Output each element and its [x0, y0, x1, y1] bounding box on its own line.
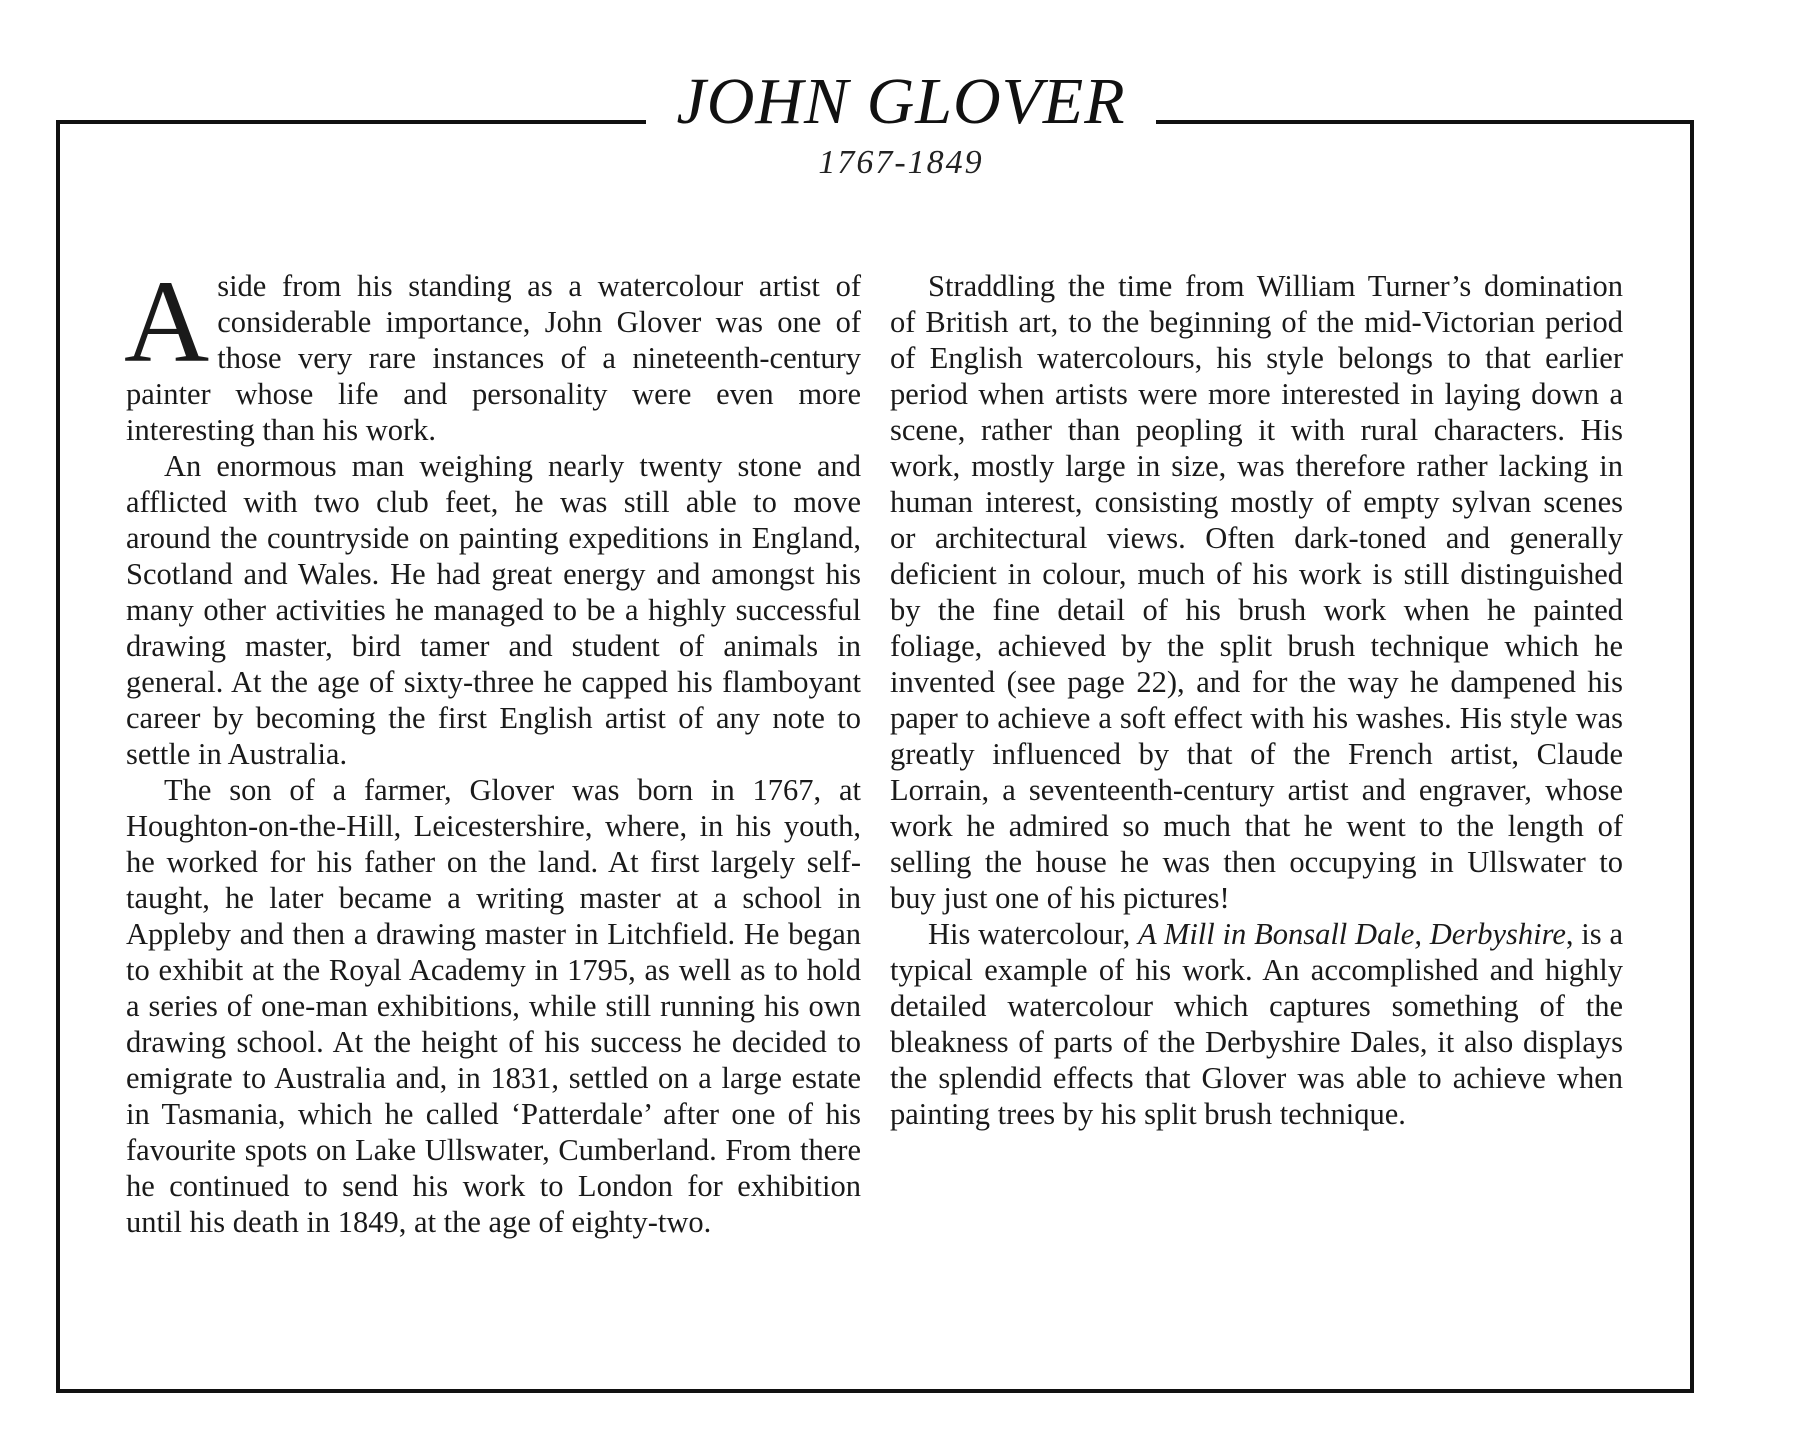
right-column [890, 268, 1623, 1132]
drop-cap: A [124, 256, 210, 387]
paragraph-2: An enormous man weighing nearly twenty stone and afflicted with two club feet, he was still able to move around the countryside on painting expeditions in England, Scotland and Wales. He had great energy and amongst his many other activities he managed to be a highly successful drawing master, bird tamer and student of animals in general. At the age of sixty-three he capped his flamboyant career by becoming the first English artist of any note to settle in Australia. [126, 449, 861, 771]
paragraph-3: The son of a farmer, Glover was born in 1767, at Houghton-on-the-Hill, Leicestershire, where, in his youth, he worked for his father on the land. At first largely self-taught, he later became a writing master at a school in Appleby and then a drawing master in Litchfield. He began to exhibit at the Royal Academy in 1795, as well as to hold a series of one-man exhibitions, while still running his own drawing school. At the height of his success he decided to emigrate to Australia and, in 1831, settled on a large estate in Tasmania, which he called ‘Patterdale’ after one of his favourite spots on Lake Ullswater, Cumberland. From there he continued to send his work to London for exhibition until his death in 1849, at the age of eighty-two. [126, 773, 861, 1239]
paragraph-5-lead: His watercolour, [928, 917, 1139, 951]
painting-title: A Mill in Bonsall Dale, Derbyshire [1138, 917, 1566, 951]
paragraph-1-text: side from his standing as a watercolour artist of considerable importance, John Glover was one of those very rare instances of a nineteenth-century painter whose life and personality were even more interesting than his work. [126, 269, 861, 447]
artist-dates: 1767-1849 [818, 144, 984, 181]
paragraph-1 [124, 256, 861, 448]
page-title: JOHN GLOVER [646, 62, 1155, 142]
left-column [124, 256, 861, 1240]
paragraph-5 [890, 916, 1623, 1132]
paragraph-4: Straddling the time from William Turner’s domination of British art, to the beginning of the mid-Victorian period of English watercolours, his style belongs to that earlier period when artists were more interested in laying down a scene, rather than peopling it with rural characters. His work, mostly large in size, was therefore rather lacking in human interest, consisting mostly of empty sylvan scenes or architectural views. Often dark-toned and generally deficient in colour, much of his work is still distinguished by the fine detail of his brush work when he painted foliage, achieved by the split brush technique which he invented (see page 22), and for the way he dampened his paper to achieve a soft effect with his washes. His style was greatly influenced by that of the French artist, Claude Lorrain, a seventeenth-century artist and engraver, whose work he admired so much that he went to the length of selling the house he was then occupying in Ullswater to buy just one of his pictures! [890, 269, 1623, 915]
paragraph-5-rest: , is a typical example of his work. An accomplished and highly detailed watercolour which captures something of the bleakness of parts of the Derbyshire Dales, it also displays the splendid effects that Glover was able to achieve when painting trees by his split brush technique. [890, 917, 1623, 1131]
header [0, 62, 1802, 182]
